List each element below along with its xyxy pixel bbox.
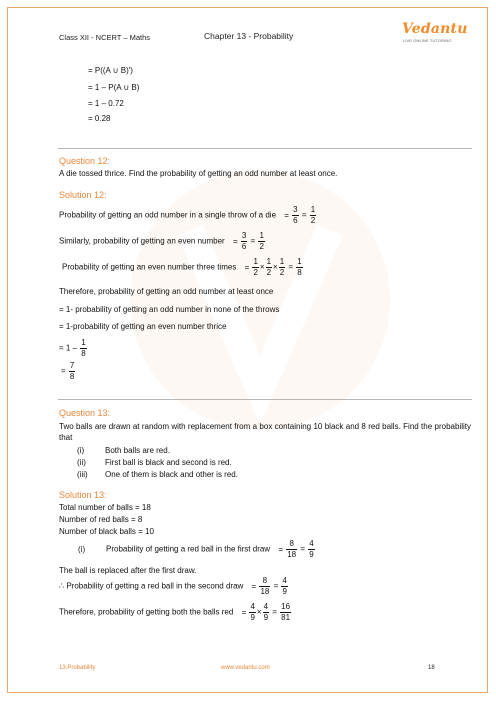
- q12-line-even: Similarly, probability of getting an even number = $\frac{3}{6}$ = $\frac{1}{2}$: [59, 231, 264, 251]
- vedantu-logo: [400, 22, 470, 48]
- q13-replaced-line: The ball is replaced after the first draw.: [59, 566, 197, 575]
- part-number: (i): [77, 446, 85, 455]
- part-number: (ii): [77, 458, 86, 467]
- step-line: = 1 – 0.72: [88, 99, 124, 108]
- question-12-title: Question 12:: [59, 156, 111, 166]
- part-text: First ball is black and second is red.: [105, 458, 232, 467]
- part-text: Both balls are red.: [105, 446, 170, 455]
- q12-line-odd: Probability of getting an odd number in a single throw of a die = $\frac{3}{6}$ = $\frac{1}{2}$: [59, 205, 316, 225]
- q12-line-three-times-text: Probability of getting an even number three times: [62, 262, 237, 272]
- header-class-label: Class XII - NCERT – Maths: [59, 33, 150, 42]
- part-number: (i): [78, 544, 86, 554]
- q12-step1: [59, 338, 88, 359]
- q13-part-item: [77, 446, 170, 455]
- fraction: $\frac{8}{18}$: [287, 539, 297, 559]
- fraction: $\frac{1}{8}$: [297, 257, 302, 277]
- fraction: $\frac{1}{2}$: [266, 257, 272, 277]
- fraction: $\frac{1}{2}$: [279, 257, 285, 277]
- question-13-title: Question 13:: [59, 408, 111, 418]
- section-divider: [58, 148, 472, 149]
- fraction: $\frac{4}{9}$: [250, 602, 255, 622]
- q13-part-item: [77, 470, 238, 479]
- fraction: $\frac{1}{2}$: [310, 205, 316, 225]
- section-divider: [58, 399, 472, 400]
- q13-total-balls: Total number of balls = 18: [59, 503, 151, 512]
- fraction: $\frac{1}{2}$: [259, 231, 264, 251]
- q13-both-red-text: Therefore, probability of getting both the balls red: [59, 607, 234, 617]
- q13-both-red-line: Therefore, probability of getting both the balls red = $\frac{4}{9}$ × $\frac{4}{9}$ = $\frac{16}{81}$: [59, 602, 291, 622]
- q12-line-three-times: Probability of getting an even number three times = $\frac{1}{2}$ × $\frac{1}{2}$ × $\frac{1}{2}$ = $\frac{1}{8}$: [62, 257, 302, 277]
- q13-red-balls: Number of red balls = 8: [59, 515, 143, 524]
- fraction: $\frac{16}{81}$: [281, 602, 291, 622]
- part-text: One of them is black and other is red.: [105, 470, 238, 479]
- watermark-logo: [120, 140, 400, 460]
- question-12-text: A die tossed thrice. Find the probability of getting an odd number at least once.: [59, 169, 338, 178]
- q13-second-draw-text: ∴ Probability of getting a red ball in the second draw: [59, 581, 244, 591]
- fraction: $\frac{1}{2}$: [253, 257, 258, 277]
- step-line: = 0.28: [88, 114, 111, 123]
- question-13-text: Two balls are drawn at random with replacement from a box containing 10 black and 8 red balls. Find the probability that: [59, 422, 471, 442]
- q12-line-even-text: Similarly, probability of getting an even number: [59, 236, 225, 246]
- q12-line-odd-text: Probability of getting an odd number in a single throw of a die: [59, 210, 277, 220]
- footer-chapter: 13.Probability: [59, 665, 96, 671]
- solution-12-title: Solution 12:: [59, 190, 107, 200]
- solution-13-title: Solution 13:: [59, 490, 107, 500]
- q13-second-draw-line: ∴ Probability of getting a red ball in the second draw = $\frac{8}{18}$ = $\frac{4}{9}$: [59, 576, 287, 596]
- part-number: (iii): [77, 470, 88, 479]
- fraction: $\frac{4}{9}$: [309, 539, 314, 559]
- q12-line-at-least-once: Therefore, probability of getting an odd number at least once: [59, 287, 274, 296]
- q13-black-balls: Number of black balls = 10: [59, 527, 154, 536]
- footer-website-link[interactable]: www.vedantu.com: [221, 665, 270, 671]
- q12-step2-prefix: =: [61, 366, 66, 376]
- q12-line-none: = 1- probability of getting an odd number in none of the throws: [59, 305, 280, 314]
- fraction: $\frac{4}{9}$: [282, 576, 287, 596]
- header-chapter-title: Chapter 13 - Probability: [204, 31, 294, 41]
- q12-step2: [61, 361, 76, 382]
- fraction: $\frac{3}{6}$: [293, 205, 298, 225]
- fraction: $\frac{4}{9}$: [263, 602, 269, 622]
- step-line: = 1 – P(A ∪ B): [88, 83, 140, 92]
- q12-line-even-thrice: = 1-probability of getting an even number thrice: [59, 322, 227, 331]
- logo-tagline: LIVE ONLINE TUTORING: [403, 38, 452, 43]
- fraction: $\frac{1}{8}$: [81, 338, 86, 358]
- q13-part-item: [77, 458, 232, 467]
- step-line: = P((A ∪ B)′): [88, 66, 133, 75]
- q12-step1-prefix: = 1 –: [59, 343, 78, 353]
- fraction: $\frac{7}{8}$: [69, 361, 75, 381]
- logo-word: Vedantu: [402, 21, 468, 37]
- fraction: $\frac{3}{6}$: [241, 231, 247, 251]
- q13-part-i-line: (i) Probability of getting a red ball in the first draw = $\frac{8}{18}$ = $\frac{4}{9}$: [78, 539, 314, 559]
- q13-part-i-text: Probability of getting a red ball in the first draw: [106, 544, 271, 554]
- fraction: $\frac{8}{18}$: [260, 576, 270, 596]
- footer-page-number: 18: [428, 665, 435, 671]
